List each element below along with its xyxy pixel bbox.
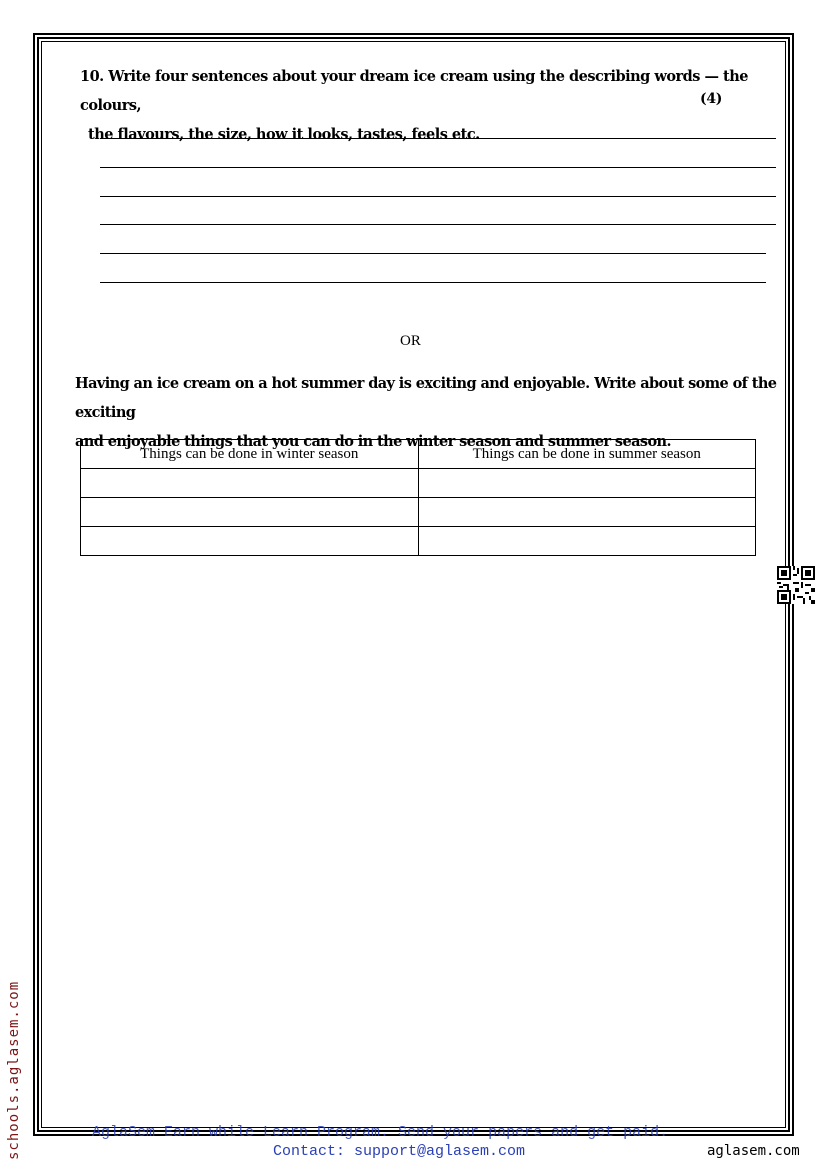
winter-answer-cell[interactable] xyxy=(81,527,419,556)
seasons-table xyxy=(80,439,756,556)
answer-line[interactable] xyxy=(100,282,766,283)
footer-program-text: AglaSem Earn while Learn Program. Send your papers and get paid. xyxy=(92,1124,669,1141)
page-border-inner xyxy=(41,41,786,1128)
table-header-row xyxy=(81,440,756,469)
summer-column-header: Things can be done in summer season xyxy=(418,440,756,469)
table-row xyxy=(81,527,756,556)
answer-line[interactable] xyxy=(100,167,776,168)
summer-answer-cell[interactable] xyxy=(418,527,756,556)
answer-line[interactable] xyxy=(100,224,776,225)
answer-line[interactable] xyxy=(100,196,776,197)
side-watermark: schools.aglasem.com xyxy=(6,980,22,1160)
winter-column-header: Things can be done in winter season xyxy=(81,440,419,469)
winter-answer-cell[interactable] xyxy=(81,498,419,527)
answer-line[interactable] xyxy=(100,253,766,254)
question-line-2: the flavours, the size, how it looks, tastes, feels etc. xyxy=(88,126,480,143)
or-label: OR xyxy=(400,333,421,349)
footer-site-text: aglasem.com xyxy=(707,1143,800,1159)
summer-answer-cell[interactable] xyxy=(418,498,756,527)
alternative-line-1: Having an ice cream on a hot summer day is exciting and enjoyable. Write about some of the exciting xyxy=(75,375,777,421)
alternative-line-2: and enjoyable things that you can do in the winter season and summer season. xyxy=(75,433,671,450)
question-10 xyxy=(80,62,780,149)
question-line-1: 10. Write four sentences about your dream ice cream using the describing words — the colours, xyxy=(80,68,749,114)
footer-contact-text: Contact: support@aglasem.com xyxy=(273,1143,526,1160)
table-row xyxy=(81,498,756,527)
qr-code-icon xyxy=(777,566,815,604)
question-marks: (4) xyxy=(700,91,723,107)
summer-answer-cell[interactable] xyxy=(418,469,756,498)
winter-answer-cell[interactable] xyxy=(81,469,419,498)
table-row xyxy=(81,469,756,498)
answer-line[interactable] xyxy=(100,138,776,139)
